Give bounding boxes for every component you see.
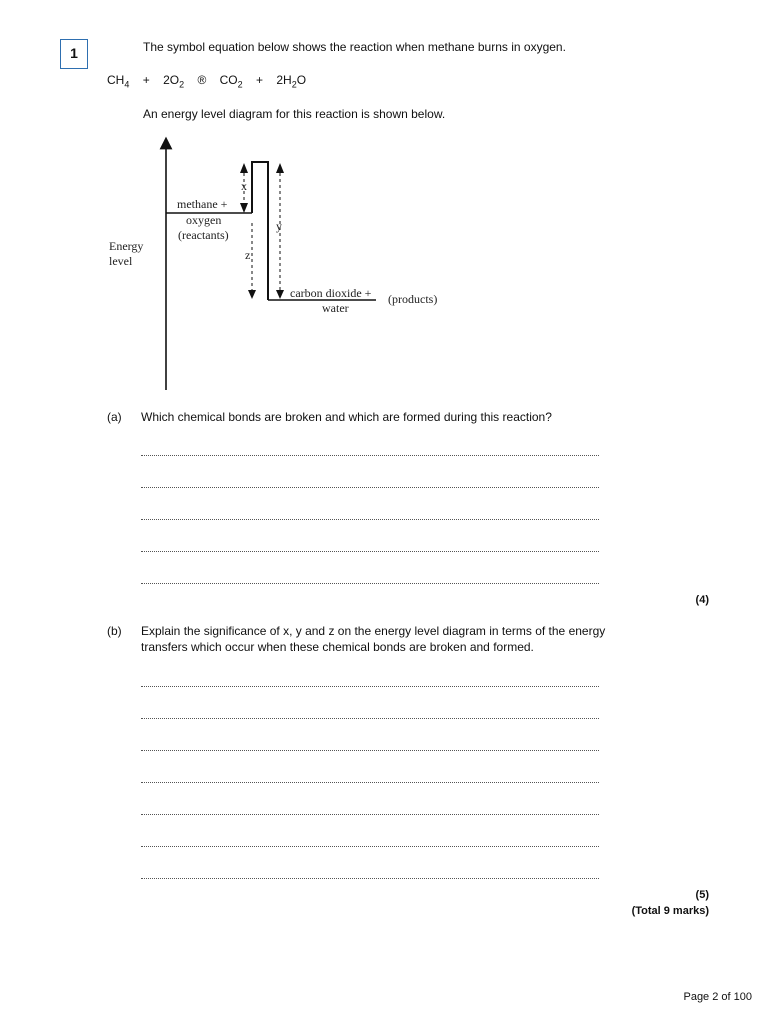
x-arrow-head-down xyxy=(240,203,248,213)
y-arrow-head-up xyxy=(276,163,284,173)
answer-line[interactable] xyxy=(141,674,599,687)
reactants-label-oxygen: oxygen xyxy=(186,213,222,227)
part-a-marks: (4) xyxy=(695,594,709,606)
product-carbon-dioxide: $CO_2$ xyxy=(219,73,243,90)
reactants-label-methane: methane + xyxy=(177,197,228,211)
z-arrow-head xyxy=(248,290,256,299)
total-marks: (Total 9 marks) xyxy=(631,905,709,917)
answer-line[interactable] xyxy=(141,706,599,719)
answer-line[interactable] xyxy=(141,866,599,879)
question-intro: The symbol equation below shows the reaction when methane burns in oxygen. xyxy=(143,40,566,54)
label-z: z xyxy=(245,248,251,262)
answer-line[interactable] xyxy=(141,571,599,584)
answer-line[interactable] xyxy=(141,507,599,520)
part-b-question-line1: Explain the significance of x, y and z on the energy level diagram in terms of the energy xyxy=(141,624,606,638)
answer-line[interactable] xyxy=(141,802,599,815)
products-tag: (products) xyxy=(388,292,438,306)
part-b-marks: (5) xyxy=(695,889,709,901)
x-arrow-head-up xyxy=(240,163,248,173)
product-water: $2H_2O$ xyxy=(276,73,307,90)
answer-line[interactable] xyxy=(141,834,599,847)
activation-path xyxy=(252,162,268,300)
answer-line[interactable] xyxy=(141,770,599,783)
answer-line[interactable] xyxy=(141,475,599,488)
reactant-oxygen: $2O_2$ xyxy=(163,73,185,90)
energy-level-diagram xyxy=(100,135,460,395)
part-b-question-line2: transfers which occur when these chemical bonds are broken and formed. xyxy=(141,640,534,654)
products-label-water: water xyxy=(322,301,349,315)
answer-line[interactable] xyxy=(141,443,599,456)
axis-label-energy: Energy xyxy=(109,239,144,253)
part-a-label: (a) xyxy=(107,410,122,424)
question-number-box: 1 xyxy=(60,39,88,69)
y-arrow-head-down xyxy=(276,290,284,299)
answer-line[interactable] xyxy=(141,738,599,751)
part-b-label: (b) xyxy=(107,624,122,638)
diagram-intro: An energy level diagram for this reaction is shown below. xyxy=(143,107,446,121)
label-x: x xyxy=(241,179,247,193)
answer-line[interactable] xyxy=(141,539,599,552)
page-number: Page 2 of 100 xyxy=(683,991,752,1003)
label-y: y xyxy=(276,219,282,233)
products-label-carbon-dioxide: carbon dioxide + xyxy=(290,286,372,300)
plus-sign: + xyxy=(142,73,150,87)
reactant-methane: $CH_4$ xyxy=(107,73,130,90)
reactants-tag: (reactants) xyxy=(178,228,229,242)
part-a-question: Which chemical bonds are broken and which are formed during this reaction? xyxy=(141,410,552,424)
axis-label-level: level xyxy=(109,254,133,268)
plus-sign: + xyxy=(255,73,263,87)
symbol-equation xyxy=(107,73,316,89)
reaction-arrow: ® xyxy=(197,73,207,87)
